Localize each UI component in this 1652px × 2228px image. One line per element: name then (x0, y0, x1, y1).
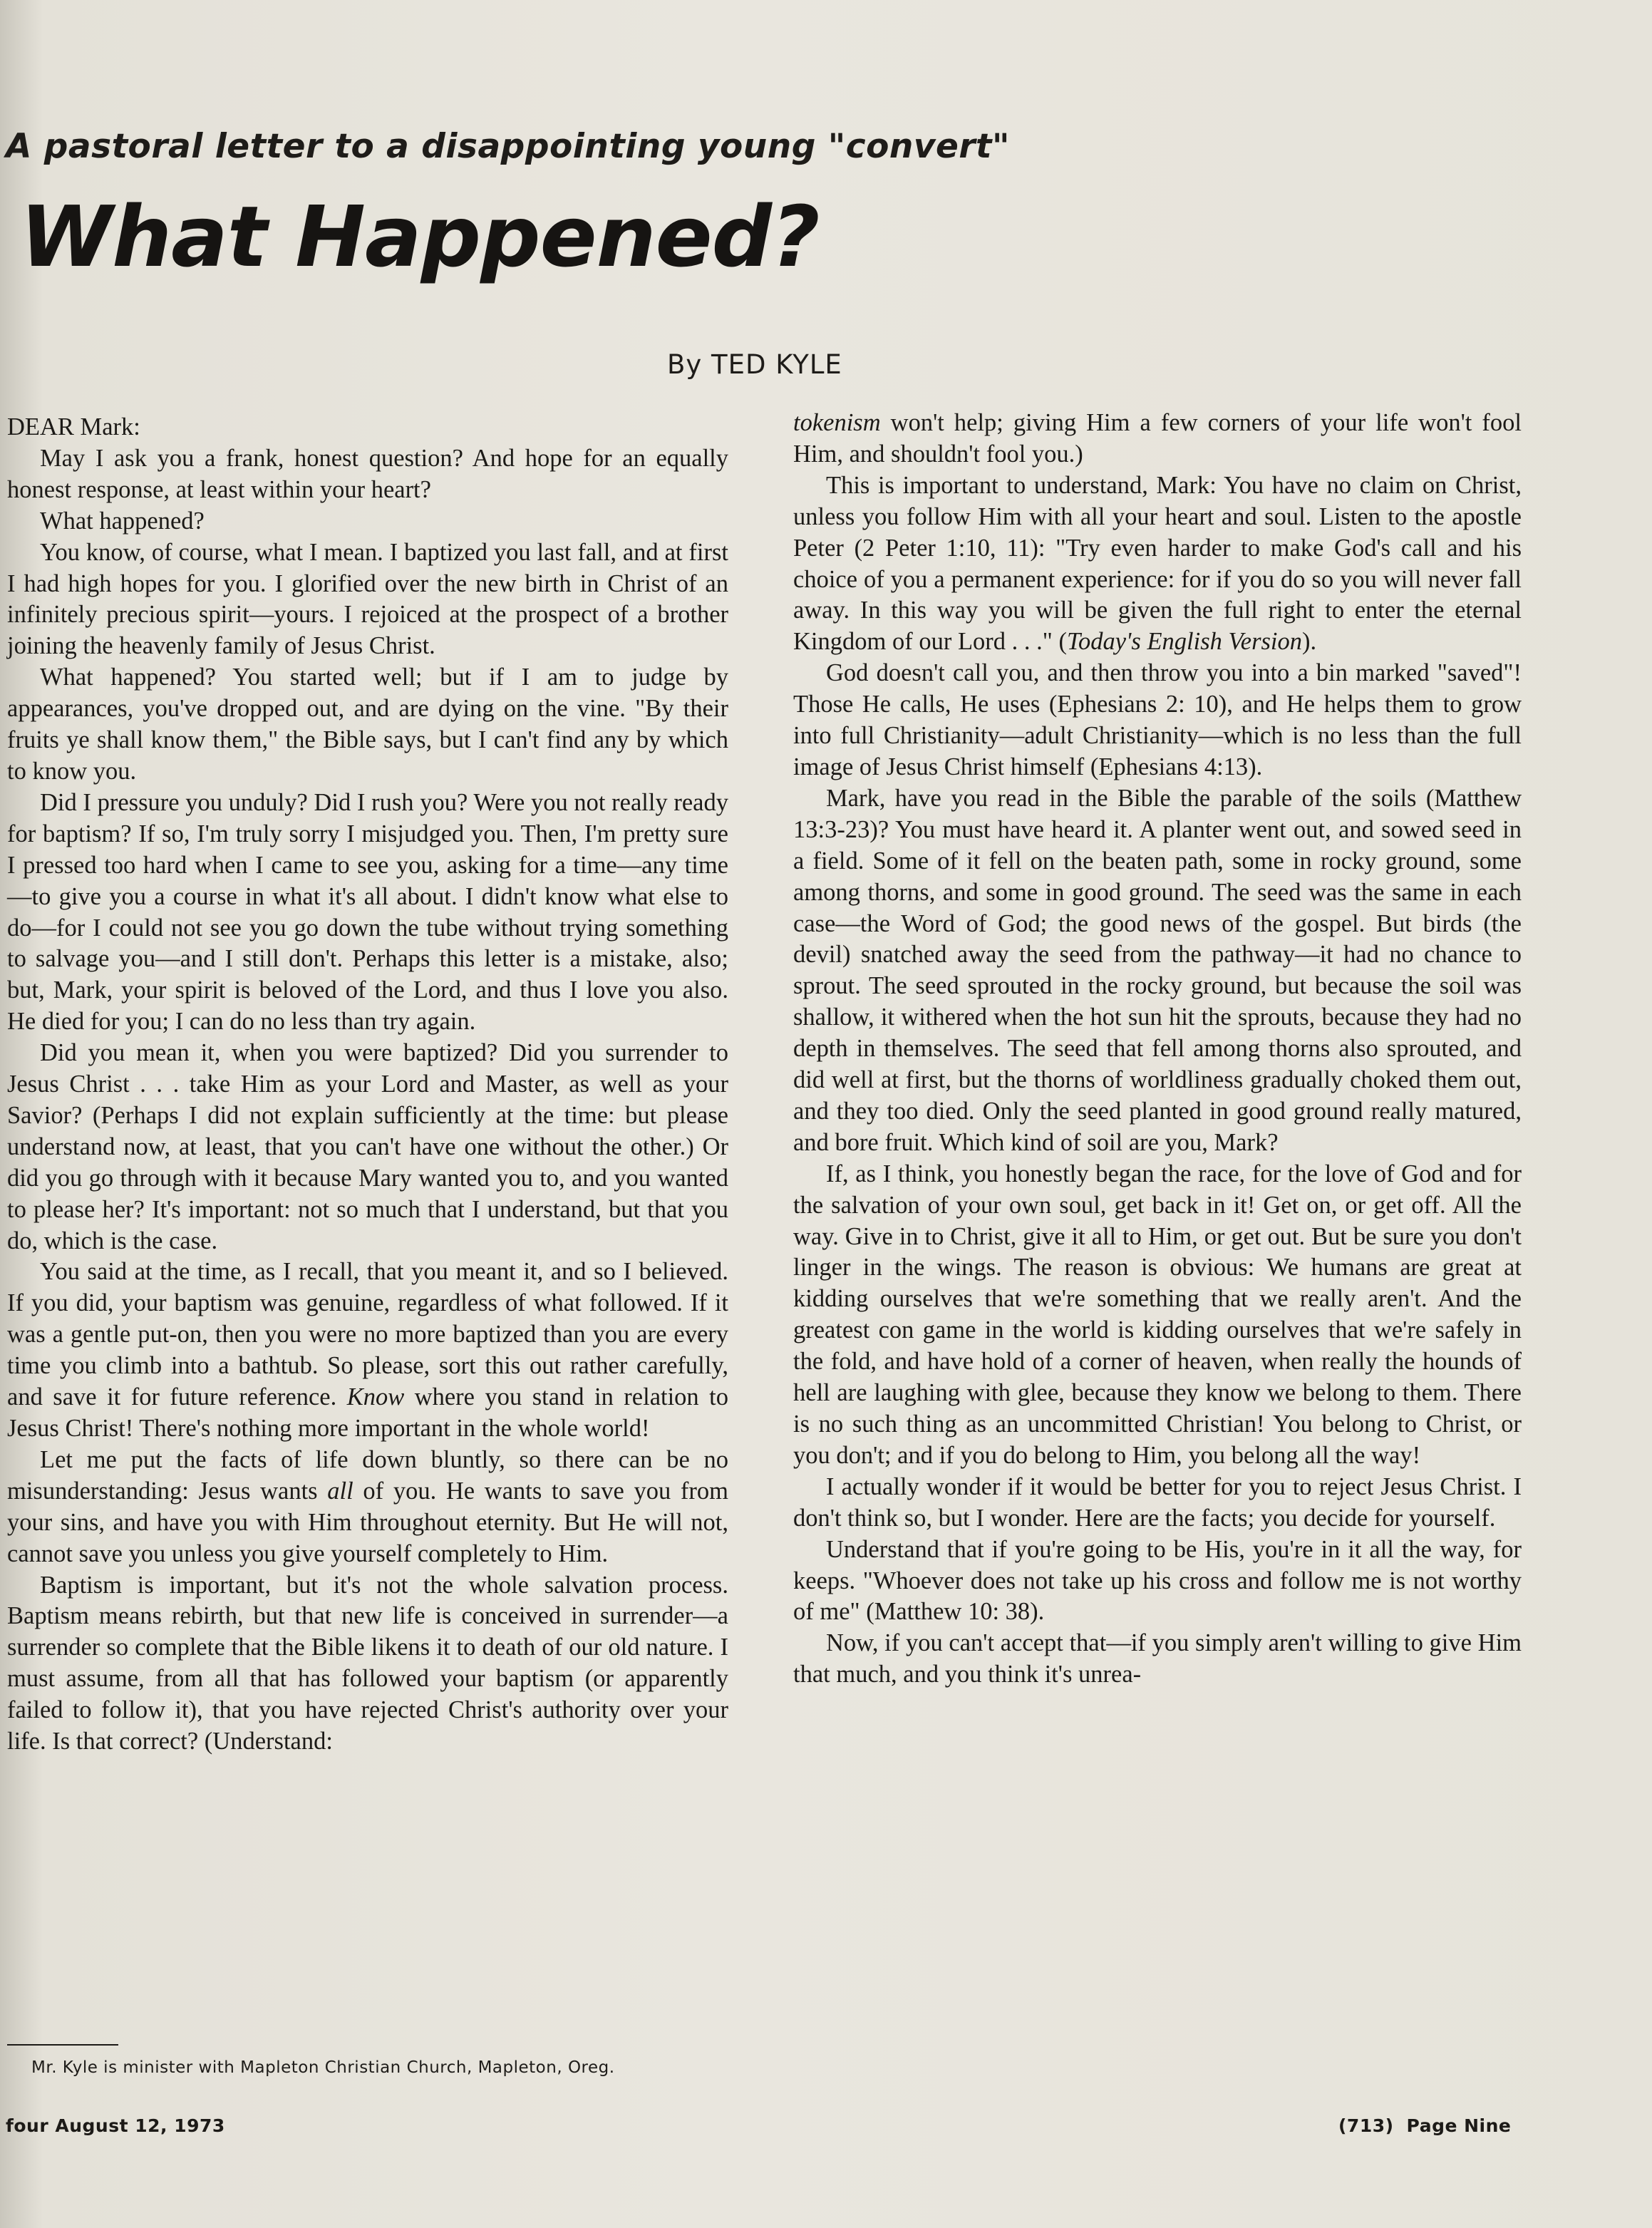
paragraph: May I ask you a frank, honest question? And hope for an equally honest response, at least within your heart? (7, 444, 728, 503)
paragraph: Baptism is important, but it's not the whole salvation process. Baptism means rebirth, but that new life is conceived in surrender—a surrender so complete that the Bible likens it to death of our old nature. I must assume, from all that has followed your baptism (or apparently failed to follow it), that you have rejected Christ's authority over your life. Is that correct? (Understand: (7, 1571, 728, 1755)
paragraph: Now, if you can't accept that—if you simply aren't willing to give Him that much, and you think it's unrea- (793, 1629, 1522, 1688)
paragraph: God doesn't call you, and then throw you into a bin marked "saved"! Those He calls, He uses (Ephesians 2: 10), and He helps them to grow into full Christianity—adult Christianity—which is no less than the full image of Jesus Christ himself (Ephesians 4:13). (793, 659, 1522, 780)
page-sequence-number: (713) (1338, 2115, 1394, 2136)
author-footnote: Mr. Kyle is minister with Mapleton Christian Church, Mapleton, Oreg. (31, 2058, 615, 2077)
footnote-divider (7, 2044, 118, 2046)
page-footer-left: four August 12, 1973 (6, 2115, 225, 2136)
salutation: DEAR Mark: (7, 413, 140, 440)
kicker-subtitle: A pastoral letter to a disappointing young "convert" (6, 127, 1010, 166)
paragraph: Let me put the facts of life down bluntly, so there can be no misunderstanding: Jesus wants all of you. He wants to save you from your sins, and have you with Him throughout eternity. But He will not, cannot save you unless you give yourself completely to Him. (7, 1445, 728, 1567)
paragraph: What happened? (40, 507, 205, 535)
left-column (7, 412, 728, 1758)
paragraph: This is important to understand, Mark: You have no claim on Christ, unless you follow Him with all your heart and soul. Listen to the apostle Peter (2 Peter 1:10, 11): "Try even harder to make God's call and his choice of you a permanent experience: for if you do so you will never fall away. In this way you will be given the full right to enter the eternal Kingdom of our Lord . . ." (Today's English Version). (793, 471, 1522, 656)
paragraph: Mark, have you read in the Bible the parable of the soils (Matthew 13:3-23)? You must have heard it. A planter went out, and sowed seed in a field. Some of it fell on the beaten path, some in rocky ground, some among thorns, and some in good ground. The seed was the same in each case—the Word of God; the good news of the gospel. But birds (the devil) snatched away the seed from the pathway—it had no chance to sprout. The seed sprouted in the rocky ground, but because the soil was shallow, it withered when the hot sun hit the sprouts, because they had no depth in themselves. The seed that fell among thorns also sprouted, and did well at first, but the thorns of worldliness gradually choked them out, and they too died. Only the seed planted in good ground really matured, and bore fruit. Which kind of soil are you, Mark? (793, 784, 1522, 1156)
page-footer-right (1338, 2115, 1511, 2136)
paragraph: You know, of course, what I mean. I baptized you last fall, and at first I had high hopes for you. I glorified over the new birth in Christ of an infinitely precious spirit—yours. I rejoiced at the prospect of a brother joining the heavenly family of Jesus Christ. (7, 538, 728, 660)
page-label: Page Nine (1406, 2115, 1512, 2136)
emphasis: all (327, 1477, 353, 1505)
paragraph: Understand that if you're going to be His, you're in it all the way, for keeps. "Whoever does not take up his cross and follow me is not worthy of me" (Matthew 10: 38). (793, 1535, 1522, 1626)
emphasis: Know (346, 1383, 405, 1411)
paragraph: Did I pressure you unduly? Did I rush you? Were you not really ready for baptism? If so, I'm truly sorry I misjudged you. Then, I'm pretty sure I pressed too hard when I came to see you, asking for a time—any time—to give you a course in what it's all about. I didn't know what else to do—for I could not see you go down the tube without trying something to salvage you—and I still don't. Perhaps this letter is a mistake, also; but, Mark, your spirit is beloved of the Lord, and thus I love you also. He died for you; I can do no less than try again. (7, 788, 728, 1036)
right-column (793, 408, 1522, 1691)
article-title: What Happened? (20, 187, 820, 286)
paragraph: What happened? You started well; but if I am to judge by appearances, you've dropped out, and are dying on the vine. "By their fruits ye shall know them," the Bible says, but I can't find any by which to know you. (7, 664, 728, 785)
emphasis: Today's English Version (1066, 628, 1303, 656)
paragraph: If, as I think, you honestly began the race, for the love of God and for the salvation of your own soul, get back in it! Get on, or get off. All the way. Give in to Christ, give it all to Him, or get out. But be sure you don't linger in the wings. The reason is obvious: We humans are great at kidding ourselves that we're something that we really aren't. And the greatest con game in the world is kidding ourselves that we're safely in the fold, and have hold of a corner of heaven, when really the hounds of hell are laughing with glee, because they know we belong to them. There is no such thing as an uncommitted Christian! You belong to Christ, or you don't; and if you do belong to Him, you belong all the way! (793, 1160, 1522, 1469)
paragraph: I actually wonder if it would be better for you to reject Jesus Christ. I don't think so, but I wonder. Here are the facts; you decide for yourself. (793, 1473, 1522, 1532)
byline: By TED KYLE (667, 349, 842, 380)
paragraph: Did you mean it, when you were baptized? Did you surrender to Jesus Christ . . . take Him as your Lord and Master, as well as your Savior? (Perhaps I did not explain sufficiently at the time: but please understand now, at least, that you can't have one without the other.) Or did you go through with it because Mary wanted you to, and you wanted to please her? It's important: not so much that I understand, but that you do, which is the case. (7, 1039, 728, 1254)
emphasis: tokenism (793, 409, 881, 436)
paragraph: You said at the time, as I recall, that you meant it, and so I believed. If you did, your baptism was genuine, regardless of what followed. If it was a gentle put-on, then you were no more baptized than you are every time you climb into a bathtub. So please, sort this out rather carefully, and save it for future reference. Know where you stand in relation to Jesus Christ! There's nothing more important in the whole world! (7, 1258, 728, 1442)
paragraph-continued: tokenism won't help; giving Him a few corners of your life won't fool Him, and shouldn't fool you.) (793, 409, 1522, 468)
